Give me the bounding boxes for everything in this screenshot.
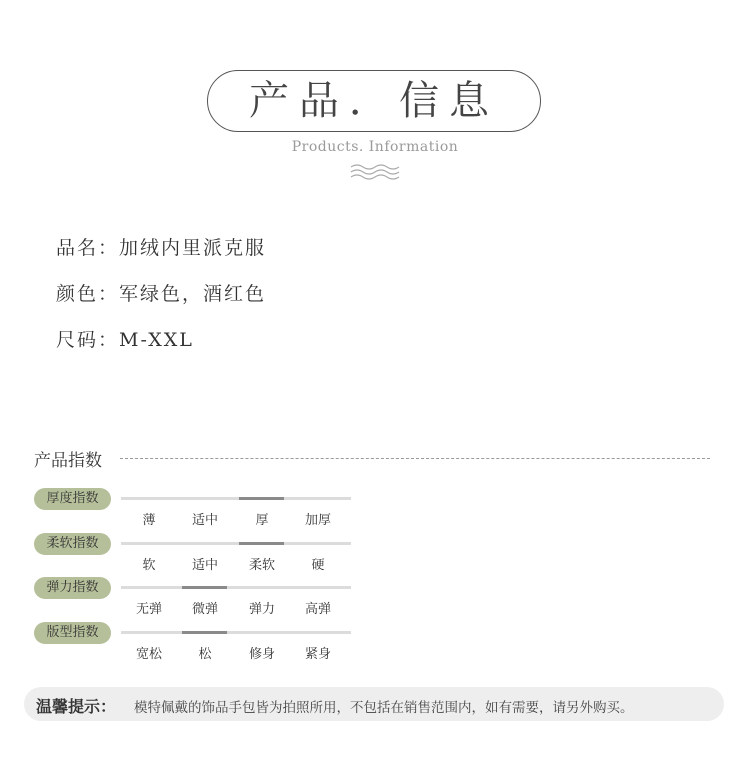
index-option: 高弹	[304, 602, 331, 617]
index-scale-bar	[121, 631, 351, 634]
index-section-title: 产品指数	[34, 451, 102, 471]
index-option: 松	[198, 647, 212, 662]
page-title: 产品．信息	[249, 78, 499, 124]
index-option: 软	[142, 558, 156, 573]
index-label-badge: 厚度指数	[34, 488, 111, 510]
note-text: 模特佩戴的饰品手包皆为拍照所用，不包括在销售范围内，如有需要，请另外购买。	[134, 700, 634, 716]
index-option: 无弹	[135, 602, 162, 617]
index-option: 柔软	[248, 558, 275, 573]
page-subtitle: Products. Information	[291, 139, 459, 155]
section-divider	[120, 458, 710, 459]
info-sizes: 尺码：M-XXL	[56, 329, 194, 351]
index-scale-bar	[121, 542, 351, 545]
info-product-name: 品名：加绒内里派克服	[56, 237, 267, 259]
note-bar	[24, 687, 724, 721]
index-option: 适中	[191, 558, 218, 573]
index-label-badge: 版型指数	[34, 622, 111, 644]
index-scale-bar	[121, 586, 351, 589]
index-option: 修身	[248, 647, 275, 662]
title-frame	[207, 70, 541, 132]
index-selected-marker	[182, 586, 227, 589]
index-label-badge: 弹力指数	[34, 577, 111, 599]
index-option: 弹力	[248, 602, 275, 617]
index-option: 紧身	[304, 647, 331, 662]
index-selected-marker	[182, 631, 227, 634]
note-label: 温馨提示：	[36, 697, 117, 716]
info-colors: 颜色：军绿色，酒红色	[56, 283, 267, 305]
index-option: 适中	[191, 513, 218, 528]
waves-icon	[349, 162, 401, 182]
index-selected-marker	[239, 542, 284, 545]
index-option: 硬	[311, 558, 325, 573]
index-option: 薄	[142, 513, 156, 528]
index-scale-bar	[121, 497, 351, 500]
index-option: 宽松	[135, 647, 162, 662]
index-selected-marker	[239, 497, 284, 500]
index-option: 加厚	[304, 513, 331, 528]
index-label-badge: 柔软指数	[34, 533, 111, 555]
index-option: 微弹	[191, 602, 218, 617]
index-option: 厚	[255, 513, 269, 528]
